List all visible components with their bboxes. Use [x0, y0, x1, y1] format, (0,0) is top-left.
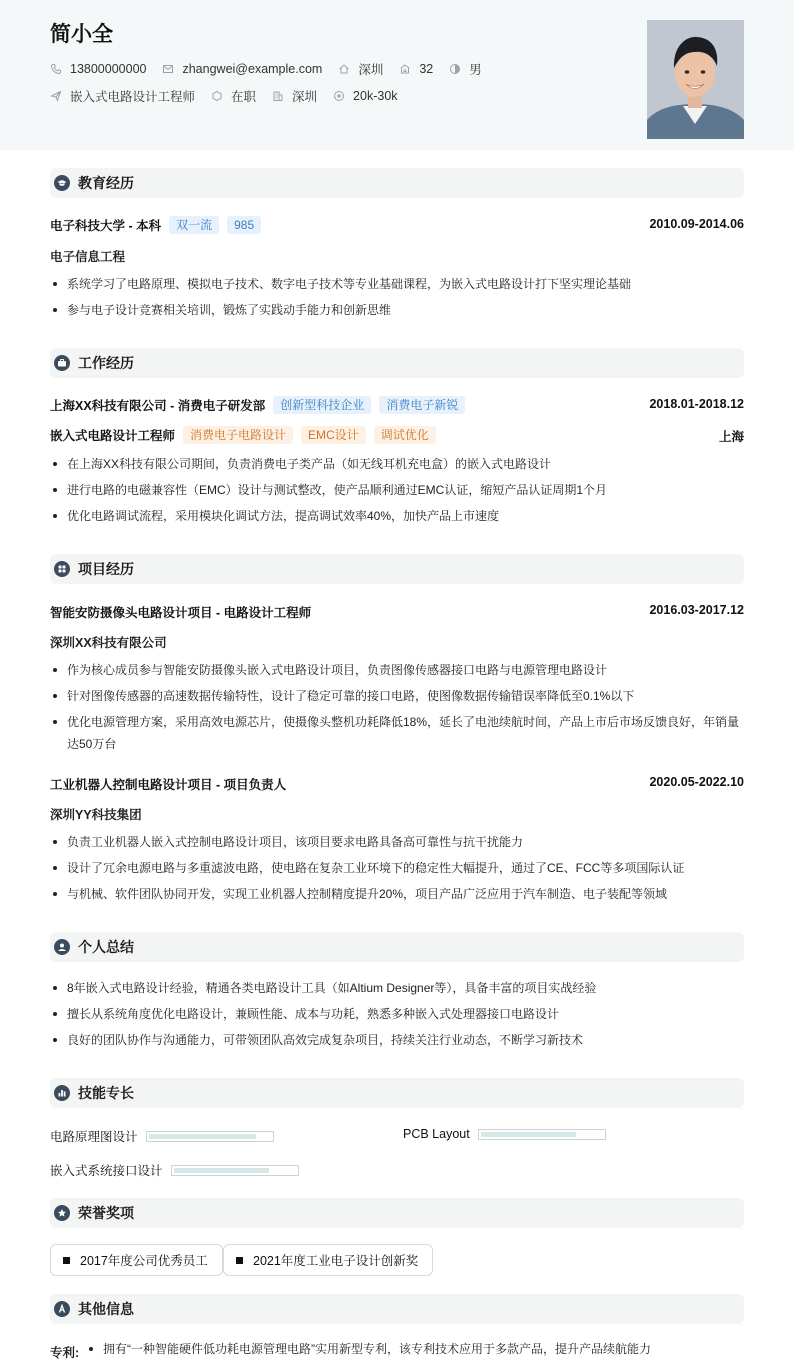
skill-name: 电路原理图设计: [50, 1130, 138, 1144]
resume-header: [0, 0, 794, 150]
skill-name: PCB Layout: [403, 1127, 470, 1141]
project-date: 2020.05-2022.10: [649, 775, 744, 789]
summary-bullets: [50, 977, 744, 1055]
mail-icon: [162, 63, 174, 75]
list-item: 擅长从系统角度优化电路设计，兼顾性能、成本与功耗，熟悉多种嵌入式处理器接口电路设计: [50, 1003, 744, 1025]
list-item: 在上海XX科技有限公司期间，负责消费电子类产品（如无线耳机充电盒）的嵌入式电路设计: [50, 453, 744, 475]
school-name: 电子科技大学 - 本科: [50, 219, 162, 233]
salary-icon: [333, 90, 345, 102]
gender-info: [449, 60, 482, 78]
send-icon: [50, 90, 62, 102]
briefcase-icon: [54, 355, 70, 371]
section-work: [50, 348, 744, 378]
target-position: 嵌入式电路设计工程师: [70, 90, 196, 104]
project-date: 2016.03-2017.12: [649, 603, 744, 617]
skill-name: 嵌入式系统接口设计: [50, 1164, 163, 1178]
section-skills: [50, 1078, 744, 1108]
city-text: 深圳: [358, 63, 384, 77]
phone-icon: [50, 63, 62, 75]
project-title: 智能安防摄像头电路设计项目 - 电路设计工程师: [50, 606, 312, 620]
user-icon: [54, 939, 70, 955]
list-item: 优化电源管理方案，采用高效电源芯片，使摄像头整机功耗降低18%，延长了电池续航时间，产品上市后市场反馈良好，年销量达50万台: [50, 711, 744, 755]
section-education: [50, 168, 744, 198]
grid-icon: [54, 561, 70, 577]
section-other: [50, 1294, 744, 1324]
work-role-line: [50, 426, 436, 444]
skill-item: [50, 1127, 274, 1145]
project-title: 工业机器人控制电路设计项目 - 项目负责人: [50, 778, 287, 792]
phone-number: 13800000000: [70, 62, 147, 76]
section-title: 技能专长: [78, 1085, 134, 1101]
company-name: 上海XX科技有限公司 - 消费电子研发部: [50, 399, 266, 413]
work-date: 2018.01-2018.12: [649, 397, 744, 411]
email-address: zhangwei@example.com: [182, 62, 323, 76]
list-item: 设计了冗余电源电路与多重滤波电路，使电路在复杂工业环境下的稳定性大幅提升，通过了CE、FCC等多项国际认证: [50, 857, 744, 879]
role-tag: 消费电子电路设计: [183, 426, 293, 444]
section-awards: [50, 1198, 744, 1228]
home-icon: [338, 63, 350, 75]
role-name: 嵌入式电路设计工程师: [50, 429, 176, 443]
list-item: 优化电路调试流程，采用模块化调试方法，提高调试效率40%，加快产品上市速度: [50, 505, 744, 527]
section-title: 个人总结: [78, 939, 134, 955]
skill-level-bar: [171, 1165, 299, 1176]
skill-item: [403, 1127, 606, 1141]
list-item: 作为核心成员参与智能安防摄像头嵌入式电路设计项目，负责图像传感器接口电路与电源管理电路设计: [50, 659, 744, 681]
status-info: [211, 87, 256, 105]
salary-text: 20k-30k: [353, 89, 398, 103]
education-bullets: [50, 273, 744, 325]
skill-item: [50, 1161, 299, 1179]
work-location: 上海: [718, 430, 744, 444]
section-title: 项目经历: [78, 561, 134, 577]
award-name: 2017年度公司优秀员工: [80, 1254, 208, 1268]
role-tag: EMC设计: [301, 426, 366, 444]
status-icon: [211, 90, 223, 102]
other-bullets: [86, 1338, 744, 1364]
gender-text: 男: [469, 63, 482, 77]
target-city-info: [272, 87, 317, 105]
status-text: 在职: [231, 90, 257, 104]
job-intent-row: [50, 87, 414, 105]
email-info: [162, 62, 322, 76]
bar-chart-icon: [54, 1085, 70, 1101]
list-item: 8年嵌入式电路设计经验，精通各类电路设计工具（如Altium Designer等），具备丰富的项目实战经验: [50, 977, 744, 999]
project-bullets: [50, 659, 744, 759]
project-bullets: [50, 831, 744, 909]
candidate-name: 简小全: [50, 23, 113, 46]
section-title: 工作经历: [78, 355, 134, 371]
age-info: [399, 62, 433, 76]
award-name: 2021年度工业电子设计创新奖: [253, 1254, 419, 1268]
graduation-cap-icon: [54, 175, 70, 191]
company-tag: 创新型科技企业: [273, 396, 371, 414]
section-title: 教育经历: [78, 175, 134, 191]
list-item: 针对图像传感器的高速数据传输特性，设计了稳定可靠的接口电路，使图像数据传输错误率降低至0.1%以下: [50, 685, 744, 707]
company-tag: 消费电子新锐: [379, 396, 465, 414]
square-bullet-icon: [63, 1257, 70, 1264]
target-city: 深圳: [292, 90, 318, 104]
target-position-info: [50, 87, 195, 105]
section-title: 荣誉奖项: [78, 1205, 134, 1221]
project-company: 深圳YY科技集团: [50, 808, 142, 822]
list-item: 良好的团队协作与沟通能力，可带领团队高效完成复杂项目，持续关注行业动态，不断学习新技术: [50, 1029, 744, 1051]
list-item: 拥有“一种智能硬件低功耗电源管理电路”实用新型专利，该专利技术应用于多款产品，提升产品续航能力: [86, 1338, 744, 1360]
salary-info: [333, 89, 397, 103]
skill-level-bar: [478, 1129, 606, 1140]
section-projects: [50, 554, 744, 584]
list-item: 与机械、软件团队协同开发，实现工业机器人控制精度提升20%，项目产品广泛应用于汽车制造、电子装配等领域: [50, 883, 744, 905]
other-label: 专利:: [50, 1346, 80, 1360]
education-school-line: [50, 216, 261, 234]
building-icon: [272, 90, 284, 102]
work-company-line: [50, 396, 465, 414]
section-summary: [50, 932, 744, 962]
project-company: 深圳XX科技有限公司: [50, 636, 167, 650]
city-info: [338, 60, 383, 78]
age-text: 32: [419, 62, 434, 76]
skill-level-fill: [174, 1168, 269, 1173]
work-bullets: [50, 453, 744, 531]
contact-row: [50, 60, 498, 78]
education-date: 2010.09-2014.06: [649, 217, 744, 231]
skill-level-bar: [146, 1131, 274, 1142]
phone-info: [50, 62, 146, 76]
list-item: 负责工业机器人嵌入式控制电路设计项目，该项目要求电路具备高可靠性与抗干扰能力: [50, 831, 744, 853]
square-bullet-icon: [236, 1257, 243, 1264]
skill-level-fill: [149, 1134, 256, 1139]
award-item: [50, 1244, 223, 1276]
profile-photo: [647, 20, 744, 139]
school-tag: 双一流: [169, 216, 219, 234]
age-icon: [399, 63, 411, 75]
list-item: 系统学习了电路原理、模拟电子技术、数字电子技术等专业基础课程，为嵌入式电路设计打下坚实理论基础: [50, 273, 744, 295]
list-item: 进行电路的电磁兼容性（EMC）设计与测试整改，使产品顺利通过EMC认证，缩短产品认证周期1个月: [50, 479, 744, 501]
education-major: 电子信息工程: [50, 250, 126, 264]
school-tag: 985: [227, 216, 261, 234]
section-title: 其他信息: [78, 1301, 134, 1317]
award-icon: [54, 1205, 70, 1221]
list-item: 参与电子设计竞赛相关培训，锻炼了实践动手能力和创新思维: [50, 299, 744, 321]
gender-icon: [449, 63, 461, 75]
skill-level-fill: [481, 1132, 576, 1137]
letter-a-icon: [54, 1301, 70, 1317]
role-tag: 调试优化: [374, 426, 436, 444]
award-item: [223, 1244, 433, 1276]
